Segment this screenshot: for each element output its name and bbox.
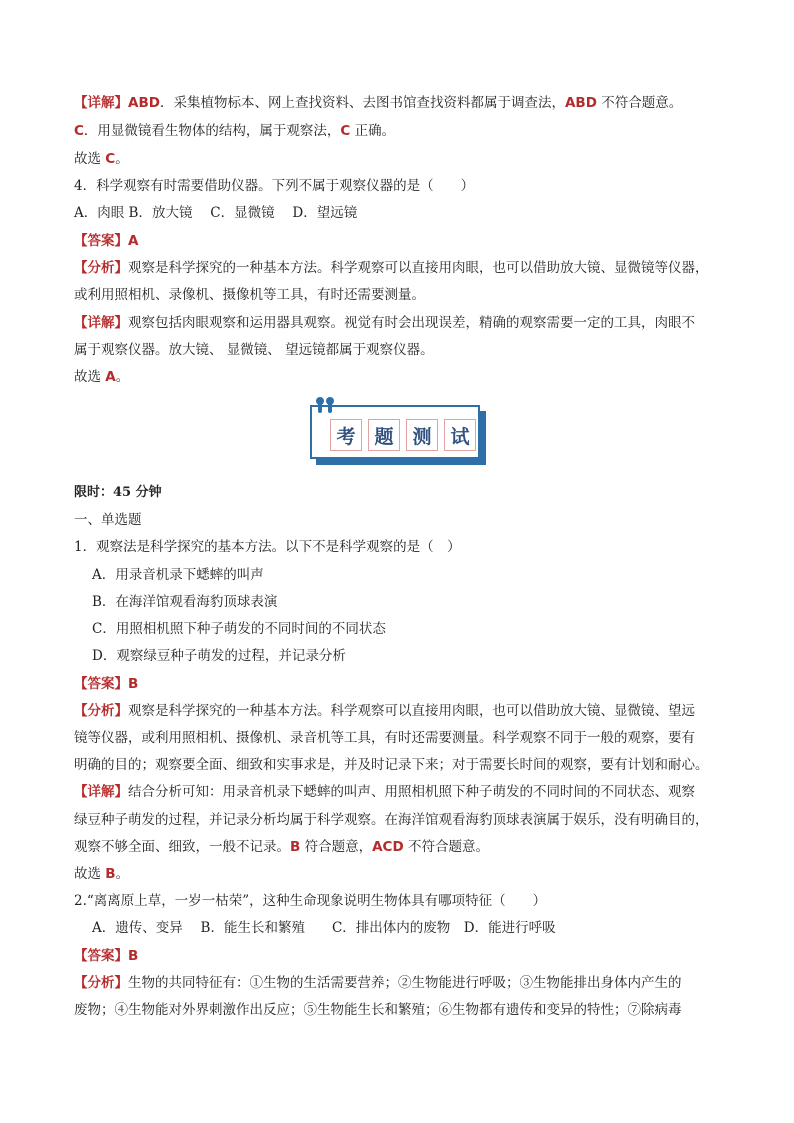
choose-line <box>74 864 129 884</box>
answer-letter: C <box>340 123 351 139</box>
analysis-tag: 【分析】 <box>74 703 128 719</box>
answer-tag: 【答案】 <box>74 676 128 692</box>
choose-answer: C <box>105 151 116 167</box>
option-b: B．在海洋馆观看海豹顶球表演 <box>92 594 278 610</box>
detail-text: 结合分析可知：用录音机录下蟋蟀的叫声、用照相机照下种子萌发的不同时间的不同状态、观察 <box>128 784 695 800</box>
answer-line <box>74 674 138 694</box>
analysis-line-2: 或利用照相机、录像机、摄像机等工具，有时还需要测量。 <box>74 287 425 303</box>
analysis-line-1 <box>74 973 682 993</box>
banner-char: 试 <box>444 419 476 451</box>
detail-line-2: 绿豆种子萌发的过程，并记录分析均属于科学观察。在海洋馆观看海豹顶球表演属于娱乐，没有明确目的， <box>74 812 709 828</box>
answer-value: B <box>128 676 139 692</box>
question-1: 1．观察法是科学探究的基本方法。以下不是科学观察的是（ ） <box>74 539 461 555</box>
detail-line-3 <box>74 837 489 857</box>
choose-line <box>74 149 129 169</box>
answer-letter: B <box>290 839 301 855</box>
detail-tag: 【详解】 <box>74 784 128 800</box>
banner-char: 题 <box>368 419 400 451</box>
option-d: D．观察绿豆种子萌发的过程，并记录分析 <box>92 648 346 664</box>
analysis-text: 观察是科学探究的一种基本方法。科学观察可以直接用肉眼，也可以借助放大镜、显微镜、望远 <box>128 703 695 719</box>
option-a: A．用录音机录下蟋蟀的叫声 <box>92 567 264 583</box>
detail-text: 不符合题意。 <box>596 95 683 111</box>
analysis-tag: 【分析】 <box>74 975 128 991</box>
choose-text: 。 <box>115 151 129 167</box>
detail-text: 观察不够全面、细致，一般不记录。 <box>74 839 290 855</box>
choose-text: 故选 <box>74 369 106 385</box>
answer-letters: ABD <box>564 95 597 111</box>
answer-line <box>74 946 138 966</box>
answer-letters: ABD <box>128 95 160 111</box>
choose-text: 。 <box>115 866 130 882</box>
analysis-text: 观察是科学探究的一种基本方法。科学观察可以直接用肉眼，也可以借助放大镜、显微镜等仪器， <box>128 260 709 276</box>
banner-chars <box>330 419 476 451</box>
banner-char: 考 <box>330 419 362 451</box>
analysis-text: 生物的共同特征有：①生物的生活需要营养；②生物能进行呼吸；③生物能排出身体内产生的 <box>128 975 682 991</box>
choose-line <box>74 367 129 387</box>
detail-line-1 <box>74 782 695 802</box>
pin-icon <box>328 401 332 413</box>
question-2-options: A．遗传、变异 B．能生长和繁殖 C．排出体内的废物 D．能进行呼吸 <box>92 920 556 936</box>
detail-line-2: 属于观察仪器。放大镜、 显微镜、 望远镜都属于观察仪器。 <box>74 342 434 358</box>
analysis-line-2: 废物；④生物能对外界刺激作出反应；⑤生物能生长和繁殖；⑥生物都有遗传和变异的特性；⑦除病毒 <box>74 1002 682 1018</box>
answer-value: A <box>128 233 139 249</box>
answer-tag: 【答案】 <box>74 233 128 249</box>
detail-text: ．用显微镜看生物体的结构，属于观察法， <box>83 123 341 139</box>
pin-icon <box>318 401 322 413</box>
choose-answer: B <box>105 866 116 882</box>
answer-tag: 【答案】 <box>74 948 128 964</box>
question-4: 4．科学观察有时需要借助仪器。下列不属于观察仪器的是（ ） <box>74 178 475 194</box>
answer-letter: C <box>74 123 84 139</box>
option-c: C．用照相机照下种子萌发的不同时间的不同状态 <box>92 621 386 637</box>
detail-tag: 【详解】 <box>74 315 128 331</box>
detail-text: 不符合题意。 <box>403 839 489 855</box>
detail-text: 观察包括肉眼观察和运用器具观察。视觉有时会出现误差，精确的观察需要一定的工具，肉眼不 <box>128 315 695 331</box>
section-title: 一、单选题 <box>74 512 142 528</box>
detail-line-1 <box>74 313 695 333</box>
banner-box <box>310 405 480 459</box>
answer-value: B <box>128 948 139 964</box>
analysis-line-3: 明确的目的；观察要全面、细致和实事求是，并及时记录下来；对于需要长时间的观察，要有计划和耐心。 <box>74 757 709 773</box>
detail-text: ．采集植物标本、网上查找资料、去图书馆查找资料都属于调查法， <box>159 95 565 111</box>
time-limit: 限时：45 分钟 <box>74 485 162 500</box>
detail-line-1 <box>74 93 682 113</box>
detail-text: 符合题意， <box>300 839 373 855</box>
detail-text: 正确。 <box>350 123 396 139</box>
analysis-line-2: 镜等仪器，或利用照相机、摄像机、录音机等工具，有时还需要测量。科学观察不同于一般的观察，要有 <box>74 730 695 746</box>
test-banner <box>310 405 486 465</box>
choose-answer: A <box>105 369 116 385</box>
choose-text: 故选 <box>74 866 106 882</box>
detail-line-2 <box>74 121 395 141</box>
answer-letters: ACD <box>372 839 404 855</box>
analysis-line-1 <box>74 258 709 278</box>
analysis-tag: 【分析】 <box>74 260 128 276</box>
question-2: 2.“离离原上草，一岁一枯荣”，这种生命现象说明生物体具有哪项特征（ ） <box>74 893 547 909</box>
question-4-options: A．肉眼 B．放大镜 C．显微镜 D．望远镜 <box>74 205 358 221</box>
analysis-line-1 <box>74 701 695 721</box>
choose-text: 故选 <box>74 151 106 167</box>
choose-text: 。 <box>115 369 130 385</box>
answer-line <box>74 231 138 251</box>
detail-tag: 【详解】 <box>74 95 128 111</box>
banner-char: 测 <box>406 419 438 451</box>
